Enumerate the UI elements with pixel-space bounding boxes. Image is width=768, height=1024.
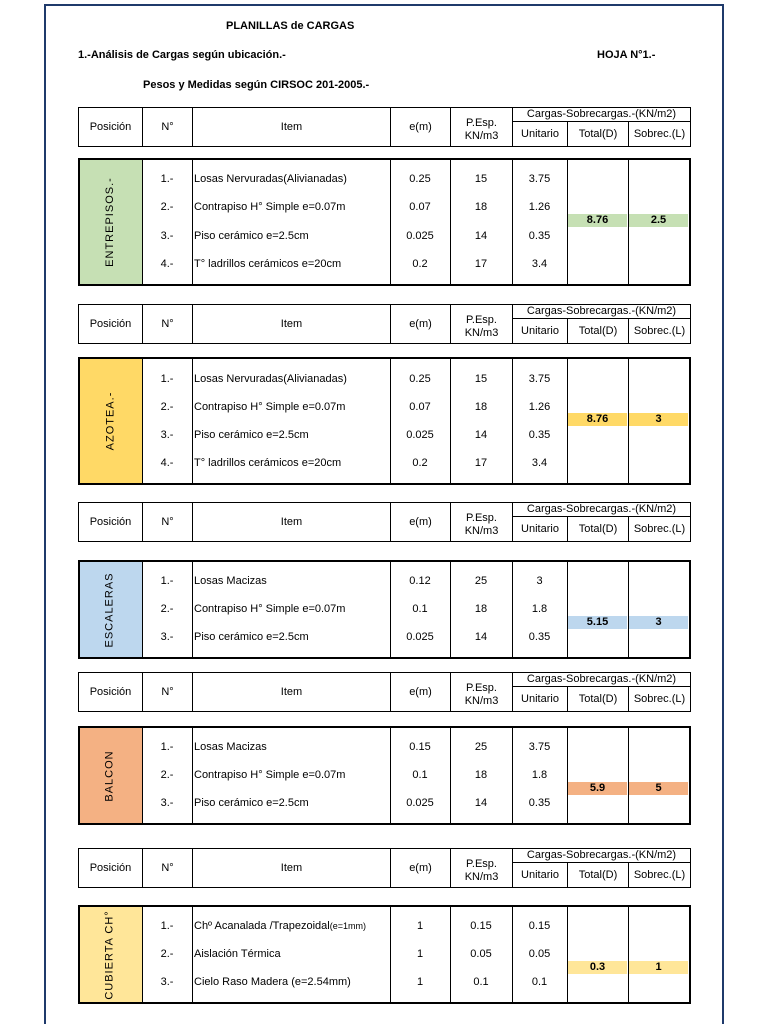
row-item-text: Piso cerámico e=2.5cm (194, 797, 309, 809)
row-item-text: T° ladrillos cerámicos e=20cm (194, 457, 342, 469)
row-espesor: 1 (416, 920, 424, 932)
row-espesor: 1 (416, 976, 424, 988)
frame-top-border (44, 4, 724, 6)
peso-esp-unit: KN/m3 (464, 525, 499, 537)
row-unitario: 1.26 (528, 401, 551, 413)
row-number: 4.- (160, 457, 174, 469)
row-item-text: Contrapiso H° Simple e=0.07m (194, 769, 346, 781)
norm-reference: Pesos y Medidas según CIRSOC 201-2005.- (143, 79, 370, 91)
row-espesor: 0.07 (409, 401, 431, 413)
row-espesor: 0.25 (409, 373, 431, 385)
row-peso-especifico: 18 (474, 201, 488, 213)
col-posicion-header: Posición (78, 304, 142, 344)
row-unitario: 1.8 (531, 769, 548, 781)
row-number: 2.- (160, 603, 174, 615)
col-posicion-header: Posición (78, 848, 142, 888)
row-number: 4.- (160, 258, 174, 270)
row-espesor: 1 (416, 948, 424, 960)
row-espesor: 0.07 (409, 201, 431, 213)
col-unitario-header: Unitario (512, 121, 567, 147)
row-espesor: 0.25 (409, 173, 431, 185)
col-peso-especifico-header (450, 848, 512, 888)
total-dead-load: 8.76 (568, 214, 627, 227)
table-header (78, 304, 691, 346)
row-espesor: 0.025 (406, 230, 434, 242)
block-border (78, 905, 691, 1004)
peso-esp-unit: KN/m3 (464, 327, 499, 339)
row-number: 3.- (160, 631, 174, 643)
row-peso-especifico: 17 (474, 457, 488, 469)
loads-group-header: Cargas-Sobrecargas.-(KN/m2) (512, 848, 691, 862)
row-number: 3.- (160, 976, 174, 988)
row-peso-especifico: 18 (474, 769, 488, 781)
row-unitario: 3.75 (528, 173, 551, 185)
col-espesor-header: e(m) (390, 107, 450, 147)
col-item-header: Item (192, 672, 390, 712)
row-unitario: 0.05 (528, 948, 551, 960)
peso-esp-unit: KN/m3 (464, 871, 499, 883)
col-total-header: Total(D) (567, 121, 628, 147)
row-unitario: 0.15 (528, 920, 551, 932)
total-live-load: 3 (629, 616, 688, 629)
total-dead-load: 5.9 (568, 782, 627, 795)
total-live-load: 1 (629, 961, 688, 974)
row-espesor: 0.2 (412, 258, 428, 270)
peso-esp-label: P.Esp. (466, 858, 497, 870)
peso-esp-label: P.Esp. (466, 512, 497, 524)
load-block (78, 905, 691, 1004)
row-number: 1.- (160, 575, 174, 587)
row-number: 1.- (160, 173, 174, 185)
section-subtitle: 1.-Análisis de Cargas según ubicación.- (78, 49, 286, 61)
block-border (78, 726, 691, 825)
row-number: 3.- (160, 429, 174, 441)
total-dead-load: 8.76 (568, 413, 627, 426)
row-number: 3.- (160, 230, 174, 242)
table-header (78, 502, 691, 544)
row-peso-especifico: 15 (474, 173, 488, 185)
col-posicion-header: Posición (78, 107, 142, 147)
col-espesor-header: e(m) (390, 848, 450, 888)
total-dead-load: 5.15 (568, 616, 627, 629)
row-item-text: Cielo Raso Madera (e=2.54mm) (194, 976, 351, 988)
col-item-header: Item (192, 848, 390, 888)
row-espesor: 0.025 (406, 797, 434, 809)
row-item-text: Contrapiso H° Simple e=0.07m (194, 401, 346, 413)
row-item-text: Piso cerámico e=2.5cm (194, 631, 309, 643)
col-espesor-header: e(m) (390, 304, 450, 344)
category-label: ESCALERAS (104, 571, 116, 648)
row-espesor: 0.2 (412, 457, 428, 469)
load-block (78, 726, 691, 825)
sheet-number: HOJA N°1.- (597, 49, 656, 61)
col-peso-especifico-header (450, 107, 512, 147)
frame-right-border (722, 4, 724, 1024)
row-peso-especifico: 14 (474, 631, 488, 643)
col-total-header: Total(D) (567, 318, 628, 344)
row-item-text: Losas Nervuradas(Alivianadas) (194, 373, 347, 385)
col-unitario-header: Unitario (512, 862, 567, 888)
row-peso-especifico: 18 (474, 401, 488, 413)
load-block (78, 560, 691, 659)
row-number: 1.- (160, 741, 174, 753)
row-peso-especifico: 14 (474, 230, 488, 242)
table-header (78, 107, 691, 149)
row-espesor: 0.025 (406, 631, 434, 643)
row-unitario: 3.4 (531, 457, 548, 469)
col-item-header: Item (192, 502, 390, 542)
row-item-text: Losas Nervuradas(Alivianadas) (194, 173, 347, 185)
row-item-text: Aislación Térmica (194, 948, 281, 960)
col-espesor-header: e(m) (390, 672, 450, 712)
row-peso-especifico: 0.15 (470, 920, 492, 932)
frame-left-border (44, 4, 46, 1024)
row-espesor: 0.025 (406, 429, 434, 441)
category-label: ENTREPISOS.- (104, 177, 116, 267)
col-sobrecarga-header: Sobrec.(L) (628, 318, 691, 344)
col-numero-header: N° (142, 304, 192, 344)
block-border (78, 357, 691, 485)
col-total-header: Total(D) (567, 862, 628, 888)
loads-group-header: Cargas-Sobrecargas.-(KN/m2) (512, 107, 691, 121)
peso-esp-label: P.Esp. (466, 117, 497, 129)
row-unitario: 0.35 (528, 631, 551, 643)
row-unitario: 1.8 (531, 603, 548, 615)
row-peso-especifico: 25 (474, 741, 488, 753)
col-peso-especifico-header (450, 502, 512, 542)
row-espesor: 0.1 (412, 603, 428, 615)
peso-esp-label: P.Esp. (466, 314, 497, 326)
row-peso-especifico: 17 (474, 258, 488, 270)
col-peso-especifico-header (450, 304, 512, 344)
table-header (78, 848, 691, 890)
col-item-header: Item (192, 107, 390, 147)
row-item-text: Contrapiso H° Simple e=0.07m (194, 201, 346, 213)
row-unitario: 0.35 (528, 230, 551, 242)
total-live-load: 5 (629, 782, 688, 795)
row-peso-especifico: 14 (474, 429, 488, 441)
col-unitario-header: Unitario (512, 516, 567, 542)
row-number: 1.- (160, 920, 174, 932)
col-espesor-header: e(m) (390, 502, 450, 542)
row-peso-especifico: 14 (474, 797, 488, 809)
col-numero-header: N° (142, 502, 192, 542)
row-unitario: 3.75 (528, 373, 551, 385)
total-live-load: 2.5 (629, 214, 688, 227)
row-espesor: 0.12 (409, 575, 431, 587)
col-numero-header: N° (142, 848, 192, 888)
col-unitario-header: Unitario (512, 686, 567, 712)
row-peso-especifico: 0.05 (470, 948, 492, 960)
block-border (78, 560, 691, 659)
col-numero-header: N° (142, 107, 192, 147)
col-sobrecarga-header: Sobrec.(L) (628, 686, 691, 712)
loads-group-header: Cargas-Sobrecargas.-(KN/m2) (512, 672, 691, 686)
block-border (78, 158, 691, 286)
col-total-header: Total(D) (567, 686, 628, 712)
row-item-text: T° ladrillos cerámicos e=20cm (194, 258, 342, 270)
loads-group-header: Cargas-Sobrecargas.-(KN/m2) (512, 502, 691, 516)
col-posicion-header: Posición (78, 502, 142, 542)
total-live-load: 3 (629, 413, 688, 426)
load-block (78, 357, 691, 485)
col-peso-especifico-header (450, 672, 512, 712)
col-sobrecarga-header: Sobrec.(L) (628, 516, 691, 542)
row-peso-especifico: 25 (474, 575, 488, 587)
row-unitario: 1.26 (528, 201, 551, 213)
peso-esp-unit: KN/m3 (464, 130, 499, 142)
col-sobrecarga-header: Sobrec.(L) (628, 121, 691, 147)
col-posicion-header: Posición (78, 672, 142, 712)
row-unitario: 0.35 (528, 797, 551, 809)
row-number: 2.- (160, 401, 174, 413)
row-item-text: Piso cerámico e=2.5cm (194, 230, 309, 242)
row-number: 2.- (160, 201, 174, 213)
row-number: 2.- (160, 769, 174, 781)
row-unitario: 3.75 (528, 741, 551, 753)
col-total-header: Total(D) (567, 516, 628, 542)
category-label: BALCON (104, 749, 116, 802)
row-item-text: Losas Macizas (194, 741, 267, 753)
row-item-note: (e=1mm) (329, 921, 366, 931)
row-unitario: 0.1 (531, 976, 548, 988)
category-label: CUBIERTA CH° (104, 909, 116, 1000)
col-unitario-header: Unitario (512, 318, 567, 344)
row-unitario: 0.35 (528, 429, 551, 441)
row-item-text: Piso cerámico e=2.5cm (194, 429, 309, 441)
page-title: PLANILLAS de CARGAS (226, 20, 355, 32)
category-label: AZOTEA.- (103, 391, 116, 451)
col-numero-header: N° (142, 672, 192, 712)
row-espesor: 0.15 (409, 741, 431, 753)
row-number: 1.- (160, 373, 174, 385)
row-item-text: Losas Macizas (194, 575, 267, 587)
table-header (78, 672, 691, 714)
peso-esp-unit: KN/m3 (464, 695, 499, 707)
loads-group-header: Cargas-Sobrecargas.-(KN/m2) (512, 304, 691, 318)
row-item-text: Contrapiso H° Simple e=0.07m (194, 603, 346, 615)
row-number: 2.- (160, 948, 174, 960)
total-dead-load: 0.3 (568, 961, 627, 974)
row-unitario: 3 (536, 575, 543, 587)
row-number: 3.- (160, 797, 174, 809)
row-peso-especifico: 15 (474, 373, 488, 385)
peso-esp-label: P.Esp. (466, 682, 497, 694)
col-item-header: Item (192, 304, 390, 344)
row-espesor: 0.1 (412, 769, 428, 781)
row-peso-especifico: 0.1 (473, 976, 489, 988)
row-peso-especifico: 18 (474, 603, 488, 615)
row-item-text: Chº Acanalada /Trapezoidal (194, 920, 330, 932)
row-unitario: 3.4 (531, 258, 548, 270)
col-sobrecarga-header: Sobrec.(L) (628, 862, 691, 888)
load-block (78, 158, 691, 286)
